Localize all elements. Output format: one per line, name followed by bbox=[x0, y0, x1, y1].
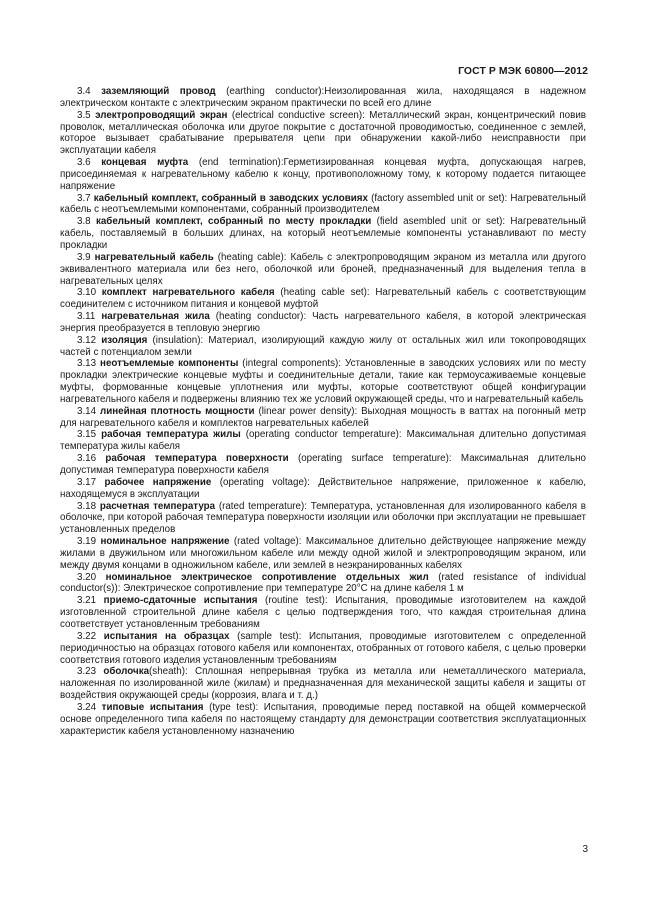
clause-number: 3.5 bbox=[77, 109, 91, 121]
term: оболочка bbox=[103, 666, 150, 678]
definition-entry bbox=[60, 631, 586, 667]
definition-entry bbox=[60, 287, 586, 311]
definition-text: (insulation): Материал, изолирующий каждую жилу от остальных жил или токопроводящих частей с потенциалом земли bbox=[60, 334, 586, 358]
clause-number: 3.7 bbox=[77, 192, 91, 204]
clause-number: 3.15 bbox=[77, 429, 97, 441]
definition-entry bbox=[60, 501, 586, 537]
definition-entry bbox=[60, 666, 586, 702]
term: рабочее напряжение bbox=[104, 476, 212, 488]
definition-text: (operating conductor temperature): Максимальная длительно допустимая температура жилы кабеля bbox=[60, 429, 587, 453]
clause-number: 3.6 bbox=[77, 157, 91, 169]
clause-number: 3.22 bbox=[77, 630, 97, 642]
term: кабельный комплект, собранный в заводских условиях bbox=[93, 192, 368, 204]
term: номинальное напряжение bbox=[100, 536, 230, 548]
definition-text: (linear power density): Выходная мощность в ваттах на погонный метр для нагревательного кабеля и комплектов нагревательных кабелей bbox=[60, 405, 586, 429]
term: расчетная температура bbox=[99, 500, 216, 512]
term: заземляющий провод bbox=[101, 86, 216, 97]
definition-text: (rated voltage): Максимальное длительно действующее напряжение между жилами в двужильном или многожильном кабеле или между одной жилой и электропроводящим экраном, или между двумя концами в одножильном кабеле, или землей в неэкранированных кабелях bbox=[60, 536, 586, 571]
definition-entry bbox=[60, 572, 586, 596]
term: комплект нагревательного кабеля bbox=[101, 287, 275, 299]
clause-number: 3.19 bbox=[77, 536, 97, 548]
definition-text: (integral components): Установленные в заводских условиях или по месту прокладки электрические концевые муфты и соединительные детали, такие как термоусаживаемые концевые муфты, формованные концевые уплотнения или муфты, которые соответствуют общей конфигурации нагревательного кабеля и подвержены влиянию тех же условий окружающей среды, что и нагревательный кабель bbox=[60, 358, 586, 405]
clause-number: 3.12 bbox=[77, 334, 97, 346]
clause-number: 3.11 bbox=[77, 311, 96, 323]
clause-number: 3.24 bbox=[77, 701, 97, 713]
clause-number: 3.9 bbox=[77, 251, 91, 263]
definition-text: (factory assembled unit or set): Нагревательный кабель с неотъемлемыми компонентами, собранный производителем bbox=[60, 192, 586, 216]
definition-entry bbox=[60, 429, 586, 453]
clause-number: 3.18 bbox=[77, 500, 97, 512]
clause-number: 3.14 bbox=[77, 405, 97, 417]
definition-text: (field asembled unit or set): Нагревательный кабель, поставляемый в больших длинах, на который неотъемлемые компоненты устанавливают по месту прокладки bbox=[60, 216, 586, 251]
definition-entry bbox=[60, 110, 586, 157]
definition-entry bbox=[60, 358, 586, 405]
definition-text: (rated resistance of individual conductor(s)): Электрическое сопротивление при температуре 20°С на длине кабеля 1 м bbox=[60, 571, 586, 595]
definition-text: (routine test): Испытания, проводимые изготовителем на каждой изготовленной строительной длине кабеля с целью подтверждения того, что каждая строительная длина соответствует установленным требованиям bbox=[60, 595, 586, 630]
definition-text: (rated temperature): Температура, установленная для изолированного кабеля в оболочке, при которой рабочая температура поверхности изоляции или оболочки при эксплуатации не превышает установленных пределов bbox=[60, 500, 586, 536]
clause-number: 3.21 bbox=[77, 595, 97, 607]
definition-entry bbox=[60, 406, 586, 430]
clause-number: 3.17 bbox=[77, 476, 97, 488]
definition-text: (heating cable): Кабель с электропроводящим экраном из металла или другого эквивалентного материала или без него, оболочкой или броней, предназначенный для выделения тепла в нагревательных целях bbox=[60, 251, 586, 287]
term: испытания на образцах bbox=[103, 630, 230, 642]
definition-text: (end termination):Герметизированная концевая муфта, допускающая нагрев, присоединяемая к нагревательному кабелю к концу, противоположному тому, к которому подается питающее напряжение bbox=[60, 157, 586, 192]
clause-number: 3.23 bbox=[77, 666, 97, 678]
definitions-list bbox=[60, 86, 586, 737]
definition-text: (electrical conductive screen): Металлический экран, концентрический повив проволок, металлическая оболочка или другое покрытие с достаточной проводимостью, соединенное с землей, которое вызывает срабатывание прерывателя цепи при обнаружении какой-либо неисправности при эксплуатации кабеля bbox=[60, 109, 586, 157]
clause-number: 3.16 bbox=[77, 453, 97, 465]
definition-text: (operating surface temperature): Максимальная длительно допустимая температура поверхности кабеля bbox=[60, 453, 586, 476]
document-code-header: ГОСТ Р МЭК 60800—2012 bbox=[458, 66, 588, 77]
clause-number: 3.10 bbox=[77, 287, 97, 299]
term: линейная плотность мощности bbox=[100, 405, 255, 417]
definition-text: (type test): Испытания, проводимые перед поставкой на общей коммерческой основе определенного типа кабеля по настоящему стандарту для демонстрации соответствия эксплуатационных характеристик кабеля установленному назначению bbox=[60, 701, 586, 737]
definition-text: (heating conductor): Часть нагревательного кабеля, в которой электрическая энергия преобразуется в тепловую энергию bbox=[60, 311, 586, 334]
definition-entry bbox=[60, 157, 586, 193]
clause-number: 3.13 bbox=[77, 358, 97, 370]
definition-entry bbox=[60, 311, 586, 335]
term: изоляция bbox=[101, 334, 148, 346]
clause-number: 3.4 bbox=[77, 86, 91, 97]
definition-entry bbox=[60, 595, 586, 631]
term: кабельный комплект, собранный по месту прокладки bbox=[95, 216, 372, 228]
term: электропроводящий экран bbox=[95, 109, 228, 121]
term: неотъемлемые компоненты bbox=[100, 358, 239, 370]
clause-number: 3.8 bbox=[77, 216, 91, 228]
definition-entry bbox=[60, 335, 586, 359]
term: концевая муфта bbox=[101, 157, 189, 169]
definition-entry bbox=[60, 477, 586, 501]
definition-entry bbox=[60, 702, 586, 738]
definition-text: (sheath): Сплошная непрерывная трубка из металла или неметаллического материала, наложенная по изолированной жиле (жилам) и предназначенная для механической защиты кабеля и защиты от воздействия окружающей среды (коррозия, влага и т. д.) bbox=[60, 666, 586, 702]
definition-entry bbox=[60, 193, 586, 217]
term: типовые испытания bbox=[101, 701, 204, 713]
term: рабочая температура жилы bbox=[101, 429, 241, 441]
definition-entry bbox=[60, 216, 586, 252]
definition-entry bbox=[60, 536, 586, 572]
definition-text: (earthing conductor):Неизолированная жила, находящаяся в надежном электрическом контакте с электрическим экраном практически по всей его длине bbox=[60, 86, 587, 109]
clause-number: 3.20 bbox=[77, 571, 97, 583]
definition-text: (sample test): Испытания, проводимые изготовителем с определенной периодичностью на образцах готового кабеля или компонентах, отобранных от готового кабеля, с целью проверки соответствия готового изделия установленным требованиям bbox=[60, 630, 586, 666]
definition-entry bbox=[60, 453, 586, 477]
term: нагревательная жила bbox=[101, 311, 210, 323]
term: приемо-сдаточные испытания bbox=[103, 595, 258, 607]
definition-text: (operating voltage): Действительное напряжение, приложенное к кабелю, находящемуся в эксплуатации bbox=[60, 476, 586, 500]
term: номинальное электрическое сопротивление отдельных жил bbox=[105, 571, 429, 583]
definition-text: (heating cable set): Нагревательный кабель с соответствующим соединителем с источником питания и концевой муфтой bbox=[60, 287, 586, 311]
term: рабочая температура поверхности bbox=[105, 453, 289, 465]
term: нагревательный кабель bbox=[94, 251, 214, 263]
page-number: 3 bbox=[582, 844, 588, 855]
definition-entry bbox=[60, 86, 586, 110]
definition-entry bbox=[60, 252, 586, 288]
